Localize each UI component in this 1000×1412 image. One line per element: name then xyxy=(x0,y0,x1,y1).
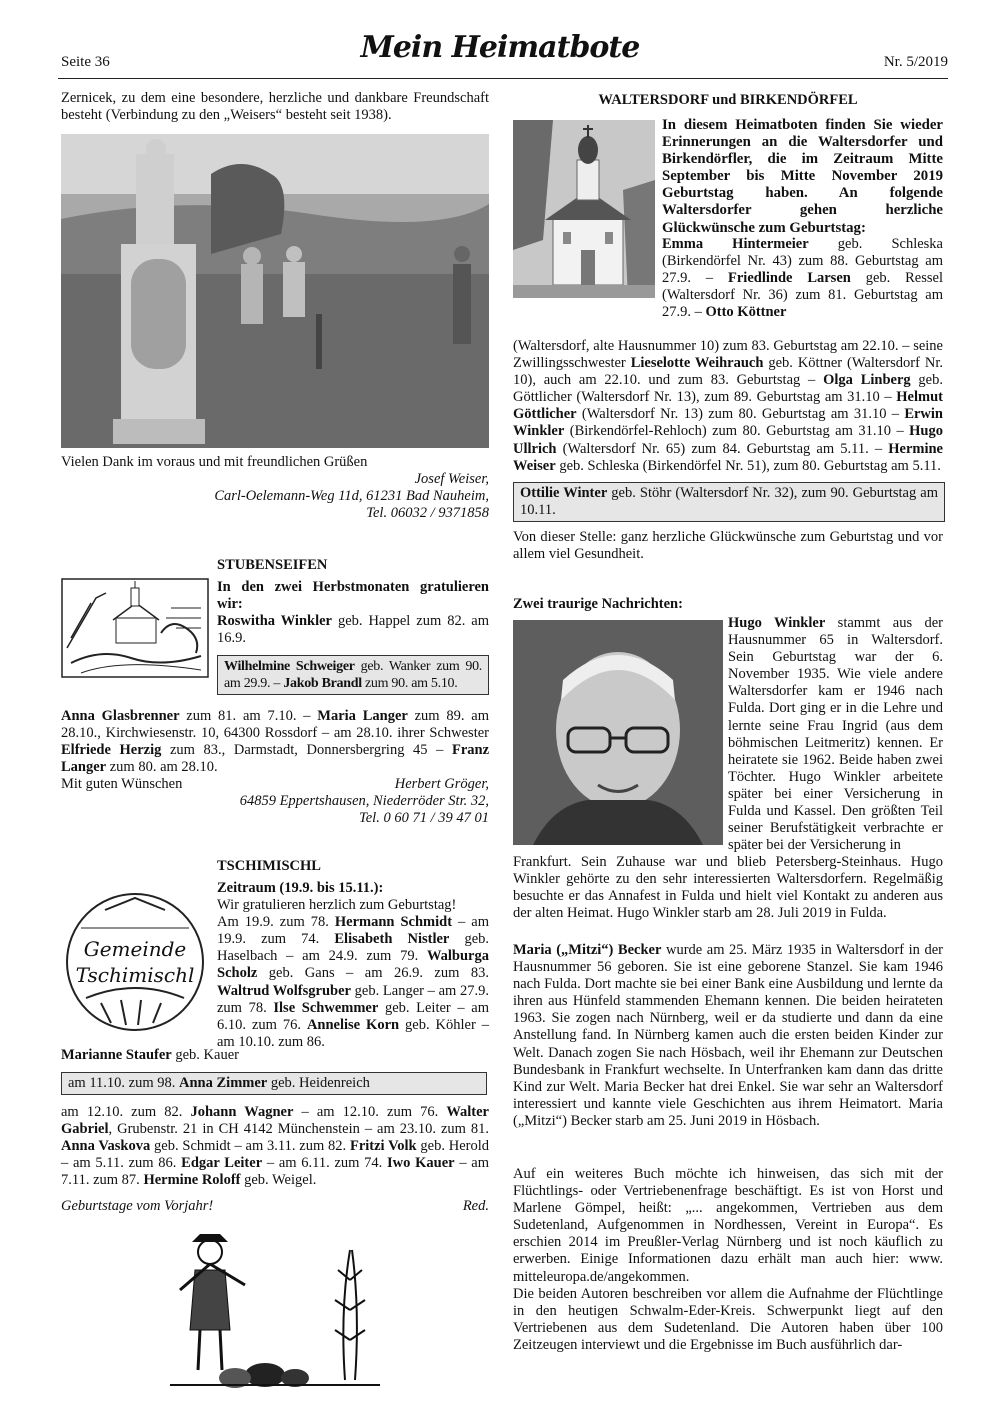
groeger-closing: Mit guten Wünschen xyxy=(61,776,183,792)
obituary-becker: Maria („Mitzi“) Becker wurde am 25. März 1935 in Waltersdorf in der Hausnummer 56 geboren. Sie ist eine geborene Stanzel. Sie kam 1946 nach Fulda. Dort machte sie bei einer Bank eine Ausbildung und lernte da ihren aus Hünfeld stammenden Ehemann kennen. Die beiden heirateten 1963. Sie zogen nach Nürnberg, weil er da studierte und dann da eine Anstellung fand. In Nürnberg kamen auch die ersten beiden Kinder zur Welt. Danach zogen Sie nach Hösbach, weil ihr Ehemann zur Deutschen Bundesbank in Frankfurt wechselte. In Unterfranken kam dann das dritte Kind zur Welt. Maria Becker hat drei Enkel. Sie war sehr an Waltersdorf interessiert und kannte viele Geschichten aus ihrem Heimatort. Maria („Mitzi“) Becker starb am 25. Juni 2019 in Hösbach. xyxy=(513,942,944,1129)
obituary-winkler xyxy=(513,854,943,922)
harvest-illustration xyxy=(170,1230,380,1390)
waltersdorf-box: Ottilie Winter geb. Stöhr (Waltersdorf Nr. 32), zum 90. Geburtstag am 10.11. xyxy=(513,482,945,522)
sad-news-title: Zwei traurige Nachrichten: xyxy=(513,596,683,612)
waltersdorf-list-start: Emma Hintermeier geb. Schleska (Birkendörfel Nr. 43) zum 88. Geburtstag am 27.9. – Friedlinde Larsen geb. Ressel (Waltersdorf Nr. 36) zum 81. Geburtstag am 27.9. – Otto Köttner xyxy=(662,236,943,321)
portrait-icon xyxy=(513,620,723,845)
waltersdorf-title: WALTERSDORF und BIRKENDÖRFEL xyxy=(598,92,858,108)
obituary-winkler-cont: Frankfurt. Sein Zuhause war und blieb Petersberg-Steinhaus. Hugo Winkler gehörte zu den sehr interessierten Waltersdorfern. Regelmäßig besuchte er das Annafest in Fulda und hielt viel Kontakt zu anderen aus der alten Heimat. Hugo Winkler starb am 28. Juli 2019 in Fulda. xyxy=(513,854,943,922)
tschimischl-box: am 11.10. zum 98. Anna Zimmer geb. Heidenreich xyxy=(61,1072,487,1095)
village-sketch-icon xyxy=(61,578,209,678)
page-number: Seite 36 xyxy=(61,54,110,70)
chapel-photo xyxy=(513,120,655,298)
intro-paragraph: Zernicek, zu dem eine besondere, herzliche und dankbare Freundschaft besteht (Verbindung zu den „Weisers“ besteht seit 1938). xyxy=(61,90,489,124)
cemetery-scene-icon xyxy=(61,134,489,448)
stubenseifen-box: Wilhelmine Schweiger geb. Wanker zum 90. am 29.9. – Jakob Brandl zum 90. am 5.10. xyxy=(217,655,489,695)
tschimischl-note: Geburtstage vom Vorjahr! Red. xyxy=(61,1198,489,1214)
book-recommendation: Auf ein weiteres Buch möchte ich hinweisen, das sich mit der Flüchtlings- oder Vertriebenenfrage beschäftigt. Es ist von Horst und Marlene Gömpel, heißt: „... angekommen, Vertrieben aus dem Sudetenland, Aufgenommen in Nordhessen, Vereint in Europa“. Es erschien 2014 im Preußler-Verlag Nürnberg und ist noch käuflich zu erwerben. Einige Informationen dazu erhält man auch hier: www. mitteleuropa.de/angekommen. Die beiden Autoren beschreiben vor allem die Aufnahme der Flüchtlinge in den heutigen Schwalm-Eder-Kreis. Schwerpunkt liegt auf den Vertriebenen aus dem Sudetenland. Die Autoren haben über 100 Zeitzeugen interviewt und die Ergebnisse im Buch ausführlich dar- xyxy=(513,1166,943,1353)
waltersdorf-list: (Waltersdorf, alte Hausnummer 10) zum 83. Geburtstag am 22.10. – seine Zwillingsschwester Lieselotte Weihrauch geb. Köttner (Waltersdorf Nr. 10), auch am 22.10. und zum 83. Geburtstag – Olga Linberg geb. Göttlicher (Waltersdorf Nr. 13), zum 89. Geburtstag am 31.10 – Helmut Göttlicher (Waltersdorf Nr. 13) zum 80. Geburtstag am 31.10 – Erwin Winkler (Birkendörfel-Rehloch) zum 80. Geburtstag am 31.10 – Hugo Ullrich (Waltersdorf Nr. 65) zum 84. Geburtstag am 5.11. – Hermine Weiser geb. Schleska (Birkendörfel Nr. 51), zum 80. Geburtstag am 5.11. xyxy=(513,338,943,474)
stubenseifen-title: STUBENSEIFEN xyxy=(217,557,328,573)
tschimischl-cont: Marianne Staufer geb. Kauer xyxy=(61,1047,239,1063)
groeger-signature: Herbert Gröger, 64859 Eppertshausen, Niederröder Str. 32, Tel. 0 60 71 / 39 47 01 xyxy=(239,776,489,827)
page-header xyxy=(0,0,1000,86)
tschimischl-list: am 12.10. zum 82. Johann Wagner – am 12.10. zum 76. Walter Gabriel, Grubenstr. 21 in CH 4142 Münchenstein – am 23.10. zum 81. Anna Vaskova geb. Schmidt – am 3.11. zum 82. Fritzi Volk geb. Herold – am 5.11. zum 86. Edgar Leiter – am 6.11. zum 74. Iwo Kauer – am 7.11. zum 87. Hermine Roloff geb. Weigel. xyxy=(61,1104,490,1189)
municipal-seal-icon xyxy=(61,888,209,1036)
stubenseifen-sketch xyxy=(61,578,209,678)
obituary-winkler-start: Hugo Winkler stammt aus der Hausnummer 65 in Waltersdorf. Sein Geburtstag war der 6. November 1935. Wie viele andere Waltersdorfer kam er 1946 nach Fulda. Dort ging er in die Lehre und lernte seine Frau Ingrid (aus dem böhmischen Leitmeritz) kennen. Er heiratete sie 1962. Beide haben zwei Töchter. Hugo Winkler arbeitete später bei einer Versicherung in Fulda und Kassel. Den größten Teil seiner Berufstätigkeit verbrachte er später bei der Versicherung in xyxy=(728,615,943,854)
chapel-icon xyxy=(513,120,655,298)
svg-text:Tschimischl: Tschimischl xyxy=(75,963,195,987)
issue-number: Nr. 5/2019 xyxy=(883,54,948,70)
stubenseifen-list: Anna Glasbrenner zum 81. am 7.10. – Maria Langer zum 89. am 28.10., Kirchwiesenstr. 10, 64300 Rossdorf – am 28.10. ihrer Schwester Elfriede Herzig zum 83., Darmstadt, Donnersbergring 45 – Franz Langer zum 80. am 28.10. xyxy=(61,708,490,776)
waltersdorf-closing: Von dieser Stelle: ganz herzliche Glückwünsche zum Geburtstag und vor allem viel Gesundheit. xyxy=(513,529,943,563)
portrait-photo xyxy=(513,620,723,845)
svg-text:Gemeinde: Gemeinde xyxy=(83,937,187,961)
masthead: Mein Heimatbote xyxy=(360,30,640,65)
weiser-closing: Vielen Dank im voraus und mit freundlichen Grüßen Josef Weiser, Carl-Oelemann-Weg 11d, 61231 Bad Nauheim, Tel. 06032 / 9371858 xyxy=(61,454,489,522)
waltersdorf-lead: In diesem Heimatboten finden Sie wieder Erinnerungen an die Waltersdorfer und Birkendörfler, die im Zeitraum Mitte September bis Mitte November 2019 Geburtstag haben. An folgende Waltersdorfer gehen herzliche Glückwünsche zum Geburtstag: xyxy=(662,117,943,236)
tschimischl-title: TSCHIMISCHL xyxy=(217,858,321,874)
tschimischl-body: Zeitraum (19.9. bis 15.11.): Wir gratulieren herzlich zum Geburtstag! Am 19.9. zum 78. Hermann Schmidt – am 19.9. zum 74. Elisabeth Nistler geb. Haselbach – am 24.9. zum 79. Walburga Scholz geb. Gans – am 26.9. zum 83. Waltrud Wolfsgruber geb. Langer – am 27.9. zum 78. Ilse Schwemmer geb. Leiter – am 6.10. zum 76. Annelise Korn geb. Köhler – am 10.10. zum 86. xyxy=(217,880,490,1050)
scarecrow-harvest-icon xyxy=(170,1230,380,1390)
cemetery-photo xyxy=(61,134,489,448)
header-rule xyxy=(58,78,948,79)
tschimischl-stamp xyxy=(61,888,209,1036)
stubenseifen-lead: In den zwei Herbstmonaten gratulieren wir: Roswitha Winkler geb. Happel zum 82. am 16.9. xyxy=(217,579,489,647)
